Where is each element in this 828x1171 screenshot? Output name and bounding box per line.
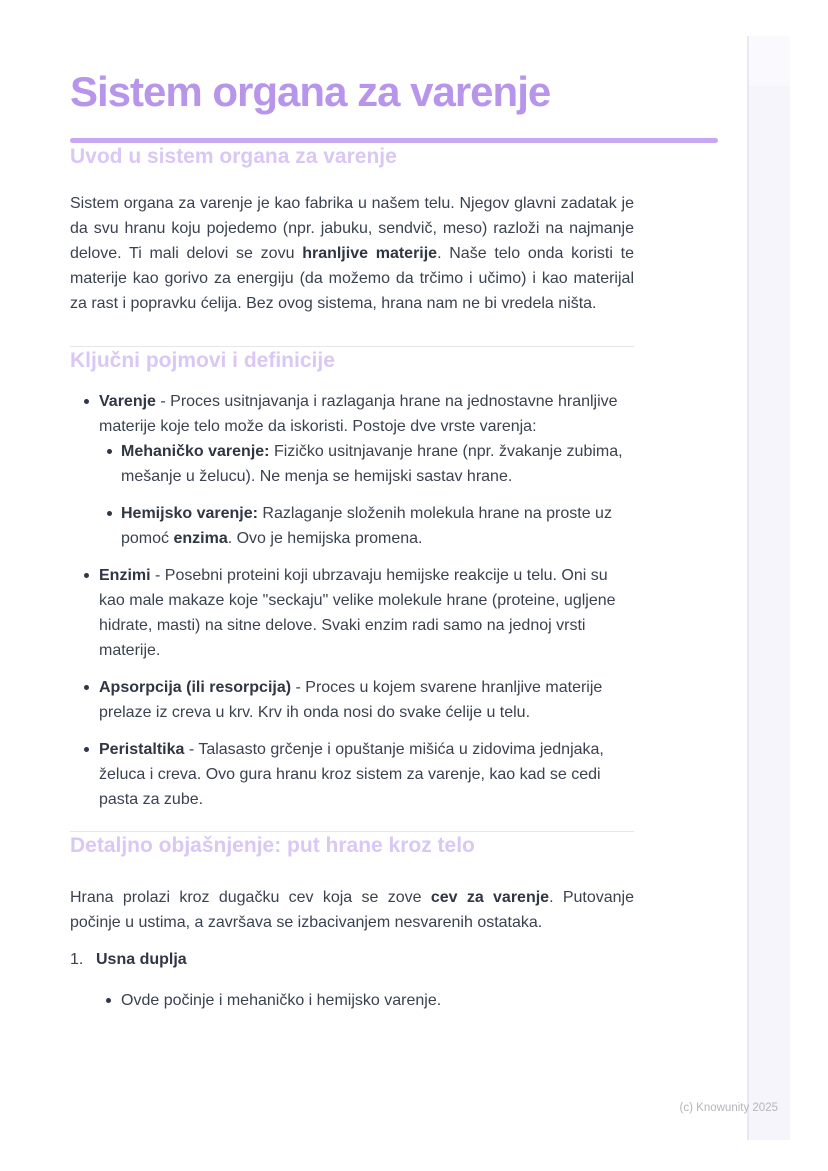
detail-paragraph: Hrana prolazi kroz dugačku cev koja se zove cev za varenje. Putovanje počinje u ustima, a završava se izbacivanjem nesvarenih ostataka. <box>70 889 634 931</box>
page-title: Sistem organa za varenje <box>70 68 551 115</box>
varenje-sublist <box>99 439 634 551</box>
digestion-path-numbered-list <box>70 947 634 1013</box>
usna-duplja-sublist <box>96 988 634 1013</box>
footer-credit: (c) Knowunity 2025 <box>679 1102 778 1114</box>
list-item-hemijsko: Hemijsko varenje: Razlaganje složenih molekula hrane na proste uz pomoć enzima. Ovo je hemijska promena. <box>121 501 634 551</box>
section-heading-intro: Uvod u sistem organa za varenje <box>70 145 397 168</box>
numbered-item-title: Usna duplja <box>96 951 187 968</box>
list-item-peristaltika: Peristaltika - Talasasto grčenje i opuštanje mišića u zidovima jednjaka, želuca i creva. Ovo gura hranu kroz sistem za varenje, kao kad se cedi pasta za zube. <box>99 737 634 812</box>
section-heading-key-terms: Ključni pojmovi i definicije <box>70 349 335 372</box>
key-terms-list <box>70 389 634 812</box>
right-edge-strip-top <box>749 36 790 86</box>
list-item-ovde-pocinje: Ovde počinje i mehaničko i hemijsko varenje. <box>121 988 634 1013</box>
section-heading-detail: Detaljno objašnjenje: put hrane kroz telo <box>70 834 475 857</box>
page-content <box>70 0 634 1013</box>
intro-paragraph: Sistem organa za varenje je kao fabrika u našem telu. Njegov glavni zadatak je da svu hranu koju pojedemo (npr. jabuku, sendvič, meso) razloži na najmanje delove. Ti mali delovi se zovu hranljive materije. Naše telo onda koristi te materije kao gorivo za energiju (da možemo da trčimo i učimo) i kao materijal za rast i popravku ćelija. Bez ovog sistema, hrana nam ne bi vredela ništa. <box>70 195 634 312</box>
list-item-mehanicko: Mehaničko varenje: Fizičko usitnjavanje hrane (npr. žvakanje zubima, mešanje u želucu). Ne menja se hemijski sastav hrane. <box>121 439 634 489</box>
list-item-varenje <box>99 389 634 551</box>
item-number: 1. <box>70 951 84 968</box>
list-item-text: Varenje - Proces usitnjavanja i razlaganja hrane na jednostavne hranljive materije koje telo može da iskoristi. Postoje dve vrste varenja: <box>99 393 618 435</box>
numbered-item-usna-duplja <box>70 947 634 1013</box>
list-item-apsorpcija: Apsorpcija (ili resorpcija) - Proces u kojem svarene hranljive materije prelaze iz creva u krv. Krv ih onda nosi do svake ćelije u telu. <box>99 675 634 725</box>
list-item-enzimi: Enzimi - Posebni proteini koji ubrzavaju hemijske reakcije u telu. Oni su kao male makaze koje "seckaju" velike molekule hrane (proteine, ugljene hidrate, masti) na sitne delove. Svaki enzim radi samo na jednoj vrsti materije. <box>99 563 634 663</box>
right-edge-strip <box>747 36 790 1140</box>
